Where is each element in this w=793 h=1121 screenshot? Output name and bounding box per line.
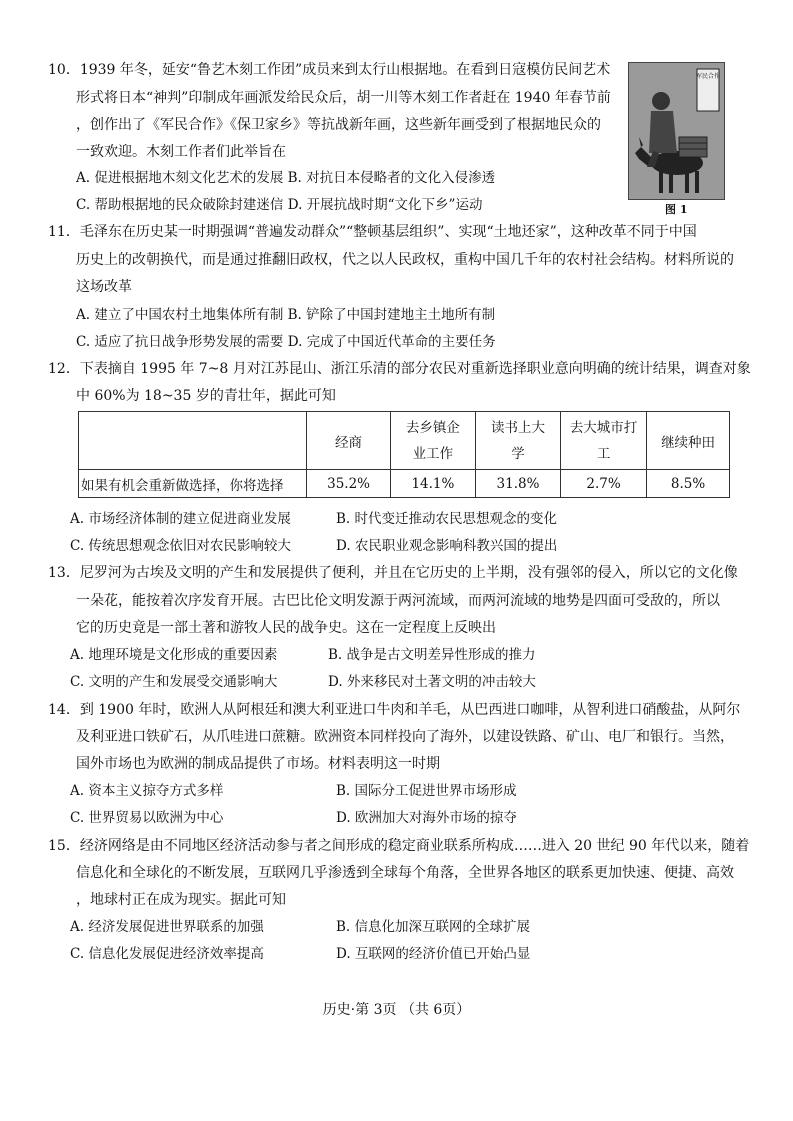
- q15-option-a: A. 经济发展促进世界联系的加强: [70, 919, 264, 935]
- q13-line-1: 13．尼罗河为古埃及文明的产生和发展提供了便利，并且在它历史的上半期，没有强邻的侵入，所以它的文化像: [48, 565, 738, 581]
- q14-option-b: B. 国际分工促进世界市场形成: [336, 783, 517, 799]
- survey-value-cell: 2.7%: [561, 470, 647, 498]
- q14-option-c: C. 世界贸易以欧洲为中心: [70, 810, 224, 826]
- survey-value-cell: 14.1%: [390, 470, 475, 498]
- survey-table-header-row: [79, 412, 730, 470]
- q15-line-3: ，地球村正在成为现实。据此可知: [76, 892, 286, 908]
- survey-value-cell: 35.2%: [307, 470, 391, 498]
- q13-option-a: A. 地理环境是文化形成的重要因素: [70, 647, 278, 663]
- q14-line-1: 14．到 1900 年时，欧洲人从阿根廷和澳大利亚进口牛肉和羊毛，从巴西进口咖啡，从智利进口硝酸盐，从阿尔: [48, 702, 741, 718]
- q14-option-d: D. 欧洲加大对海外市场的掠夺: [336, 810, 517, 826]
- q11-line-3: 这场改革: [76, 279, 132, 295]
- q15-line-2: 信息化和全球化的不断发展，互联网几乎渗透到全球每个角落，全世界各地区的联系更加快速、便捷、高效: [76, 865, 734, 881]
- q10-line-3: ，创作出了《军民合作》《保卫家乡》等抗战新年画，这些新年画受到了根据地民众的: [76, 117, 601, 133]
- survey-table: [78, 411, 730, 498]
- q10-line-4: 一致欢迎。木刻工作者们此举旨在: [76, 144, 286, 160]
- q14-line-3: 国外市场也为欧洲的制成品提供了市场。材料表明这一时期: [76, 756, 440, 772]
- survey-header-cell: [561, 412, 647, 470]
- q13-line-3: 它的历史竟是一部土著和游牧人民的战争史。这在一定程度上反映出: [76, 620, 496, 636]
- q12-option-c: C. 传统思想观念依旧对农民影响较大: [70, 538, 291, 554]
- q13-option-d: D. 外来移民对土著文明的冲击较大: [328, 674, 536, 690]
- survey-header-text: 读书上大学: [490, 419, 545, 462]
- q15-line-1: 15．经济网络是由不同地区经济活动参与者之间形成的稳定商业联系所构成……进入 20 世纪 90 年代以来，随着: [48, 838, 750, 854]
- survey-header-text: 去乡镇企业工作: [405, 419, 460, 462]
- figure-inscription: 军民合作: [695, 73, 721, 80]
- q13-option-c: C. 文明的产生和发展受交通影响大: [70, 674, 278, 690]
- survey-table-data-row: [79, 470, 730, 498]
- survey-header-empty: [79, 412, 307, 470]
- q12-line-2: 中 60%为 18~35 岁的青壮年，据此可知: [76, 388, 336, 404]
- survey-header-cell: [390, 412, 475, 470]
- q11-line-1: 11．毛泽东在历史某一时期强调“普遍发动群众”“整顿基层组织”、实现“土地还家”，这种改革不同于中国: [48, 224, 697, 240]
- q14-option-a: A. 资本主义掠夺方式多样: [70, 783, 224, 799]
- q10-line-2: 形式将日本“神判”印制成年画派发给民众后，胡一川等木刻工作者赶在 1940 年春节前: [76, 90, 611, 106]
- q10-options-cd: C. 帮助根据地的民众破除封建迷信 D. 开展抗战时期“文化下乡”运动: [76, 197, 483, 213]
- q14-line-2: 及利亚进口铁矿石，从爪哇进口蔗糖。欧洲资本同样投向了海外，以建设铁路、矿山、电厂和银行。当然，: [76, 729, 734, 745]
- survey-value-cell: 8.5%: [647, 470, 730, 498]
- q11-options-cd: C. 适应了抗日战争形势发展的需要 D. 完成了中国近代革命的主要任务: [76, 334, 496, 350]
- q12-option-b: B. 时代变迁推动农民思想观念的变化: [336, 511, 558, 527]
- q10-options-ab: A. 促进根据地木刻文化艺术的发展 B. 对抗日本侵略者的文化入侵渗透: [76, 170, 496, 186]
- q12-option-d: D. 农民职业观念影响科教兴国的提出: [336, 538, 558, 554]
- q15-option-d: D. 互联网的经济价值已开始凸显: [336, 946, 531, 962]
- page-footer: 历史·第 3页 （共 6页）: [322, 1002, 471, 1018]
- survey-value-cell: 31.8%: [475, 470, 560, 498]
- q13-line-2: 一朵花，能按着次序发育开展。古巴比伦文明发源于两河流域，而两河流域的地势是四面可受敌的，所以: [76, 593, 720, 609]
- survey-header-cell: 经商: [307, 412, 391, 470]
- q15-option-c: C. 信息化发展促进经济效率提高: [70, 946, 264, 962]
- survey-header-text: 去大城市打工: [569, 419, 638, 462]
- q15-option-b: B. 信息化加深互联网的全球扩展: [336, 919, 531, 935]
- q10-line-1: 10．1939 年冬，延安“鲁艺木刻工作团”成员来到太行山根据地。在看到日寇模仿民间艺术: [48, 62, 611, 78]
- q12-option-a: A. 市场经济体制的建立促进商业发展: [70, 511, 291, 527]
- figure-caption: 图 1: [665, 203, 688, 216]
- survey-header-cell: 继续种田: [647, 412, 730, 470]
- q12-line-1: 12．下表摘自 1995 年 7~8 月对江苏昆山、浙江乐清的部分农民对重新选择职业意向明确的统计结果，调查对象: [48, 361, 751, 377]
- woodcut-illustration: [629, 63, 724, 199]
- q11-line-2: 历史上的改朝换代，而是通过推翻旧政权，代之以人民政权，重构中国几千年的农村社会结构。材料所说的: [76, 252, 734, 268]
- q13-option-b: B. 战争是古文明差异性形成的推力: [328, 647, 536, 663]
- survey-header-cell: [475, 412, 560, 470]
- woodcut-figure-image: [628, 62, 725, 200]
- q11-options-ab: A. 建立了中国农村土地集体所有制 B. 铲除了中国封建地主土地所有制: [76, 307, 496, 323]
- survey-row-label: 如果有机会重新做选择，你将选择: [79, 470, 307, 498]
